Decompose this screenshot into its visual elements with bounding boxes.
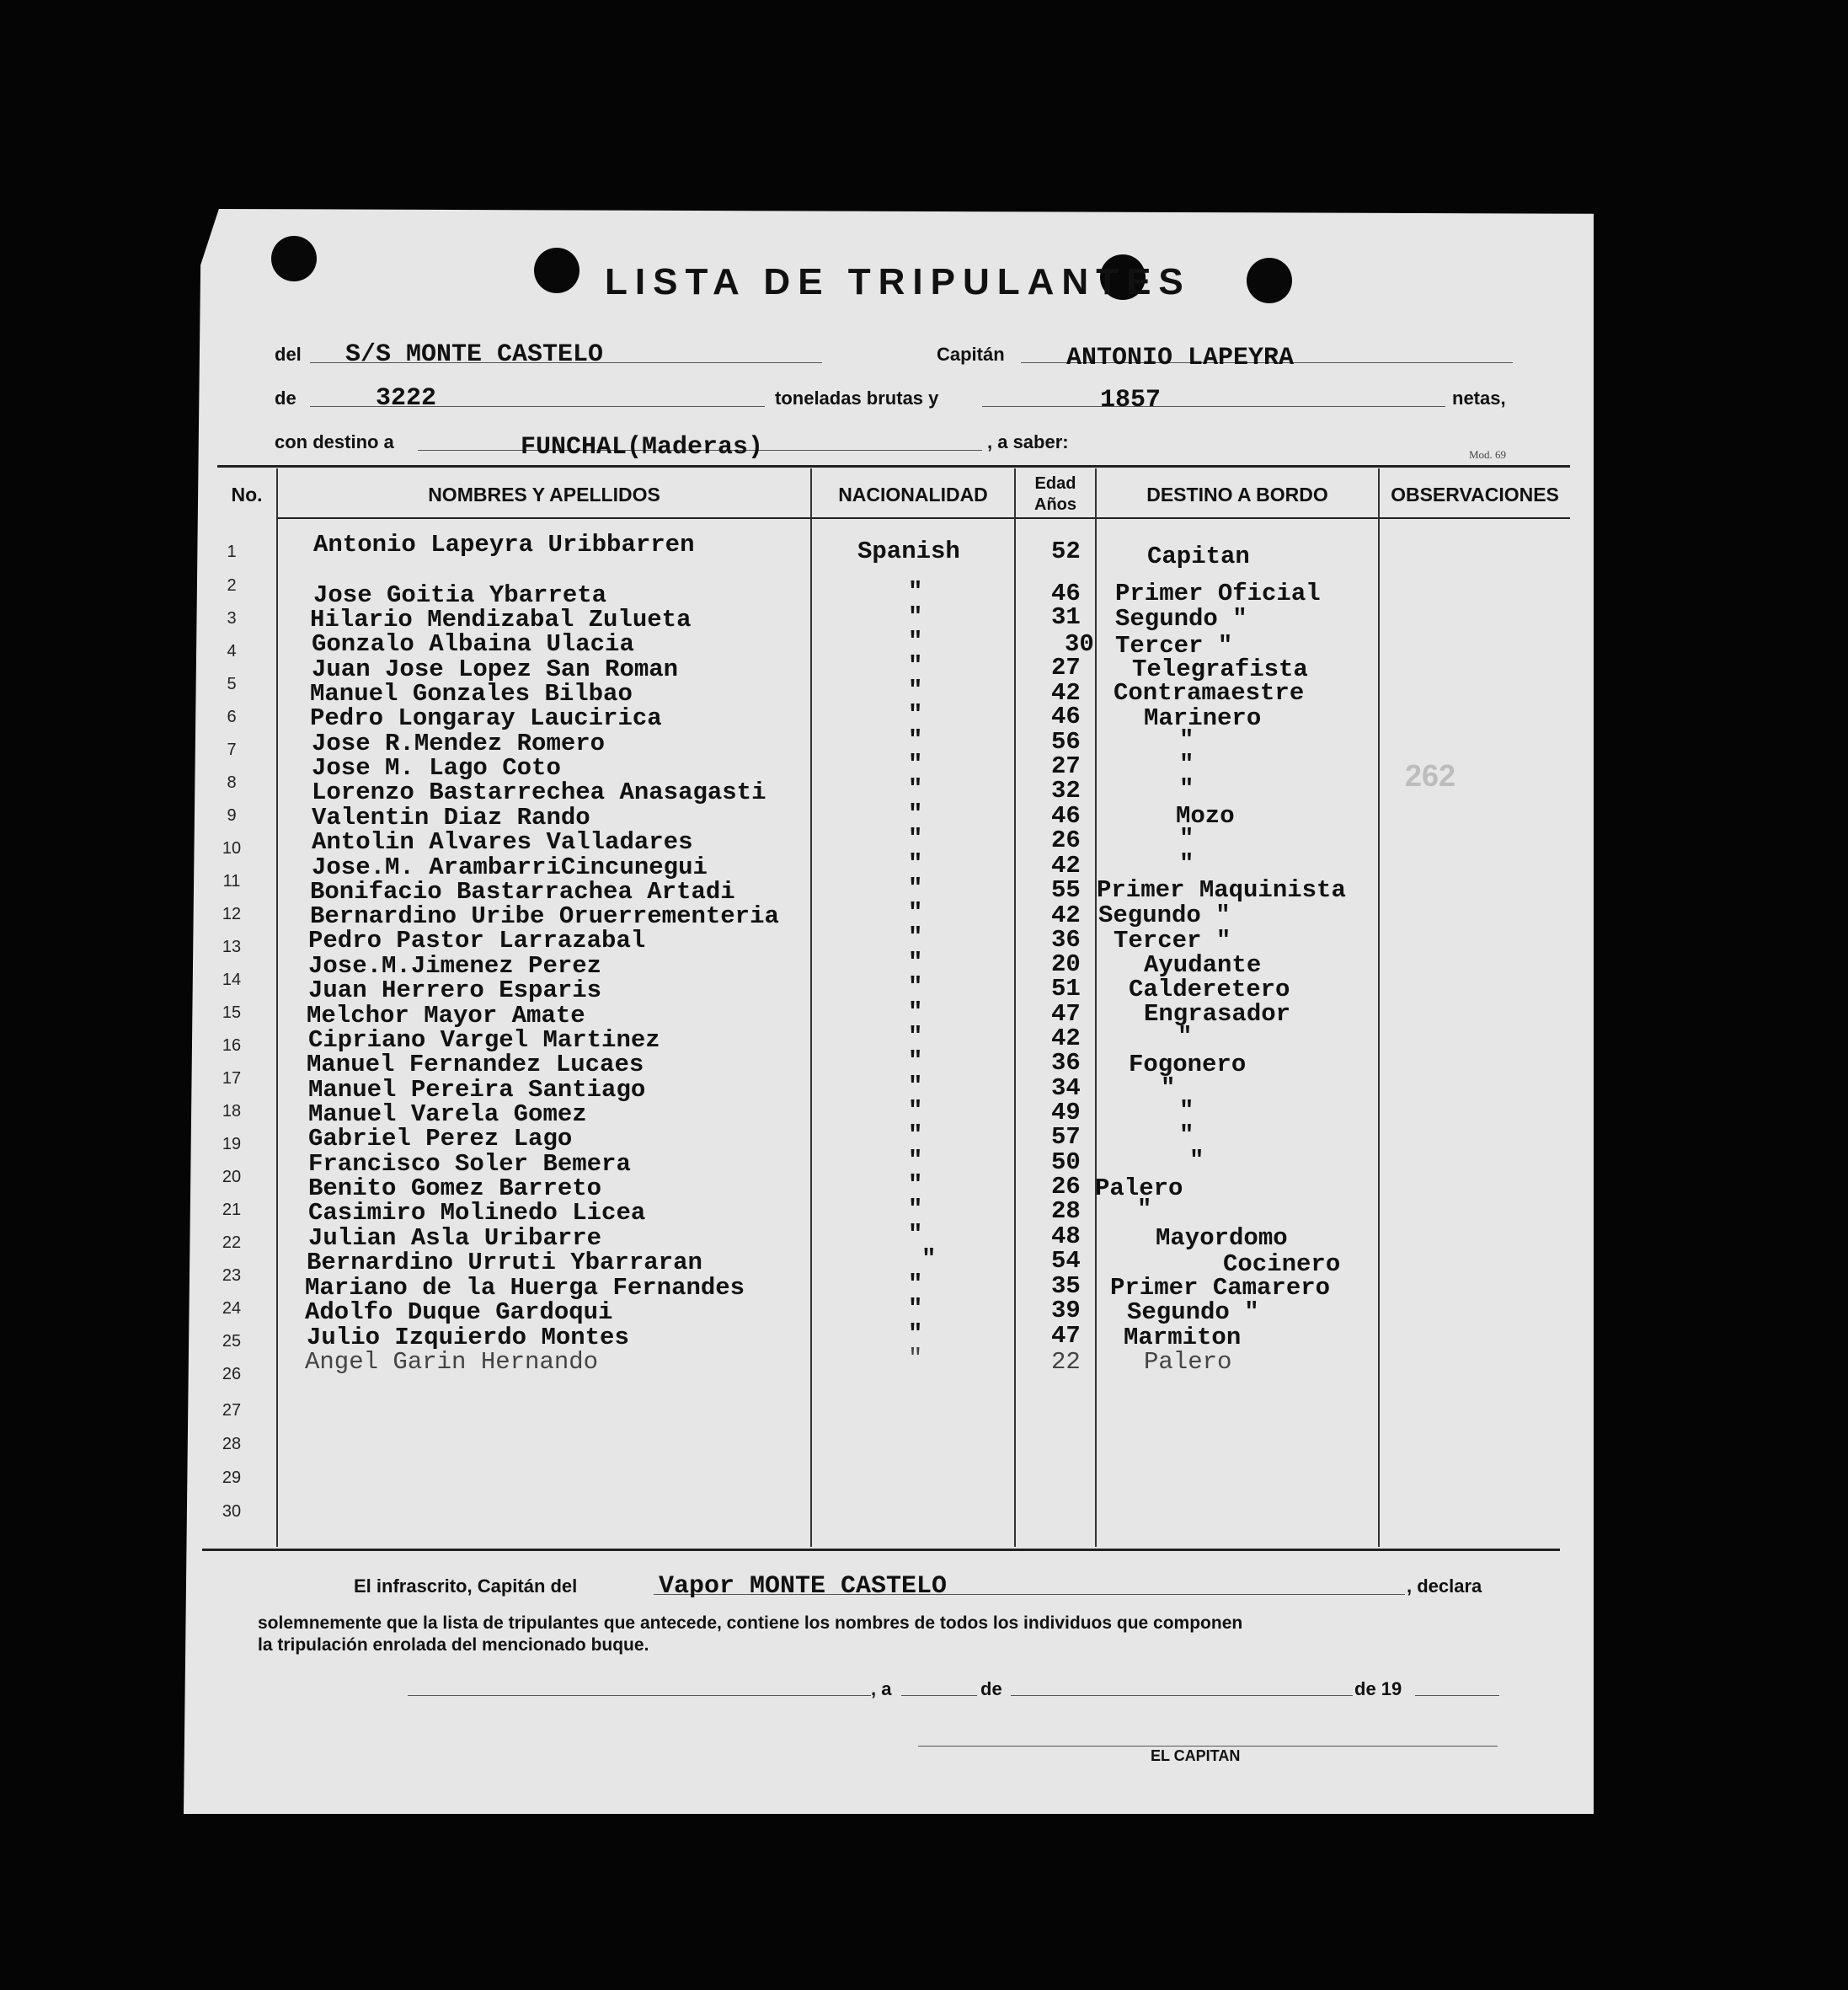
crew-name: Bernardino Uribe Oruerrementeria	[310, 902, 779, 930]
crew-destino: Primer Oficial	[1115, 580, 1321, 607]
crew-nationality: "	[908, 677, 923, 704]
crew-destino: "	[1189, 1147, 1204, 1174]
crew-destino: "	[1179, 726, 1194, 754]
row-number: 5	[227, 675, 237, 693]
col-divider	[810, 468, 812, 1547]
table-top-rule	[217, 465, 1570, 468]
crew-age: 39	[1051, 1297, 1081, 1324]
crew-destino: Marmiton	[1124, 1324, 1242, 1351]
row-number: 16	[222, 1036, 242, 1055]
col-header-names: NOMBRES Y APELLIDOS	[428, 484, 660, 506]
crew-name: Gonzalo Albaina Ulacia	[312, 630, 634, 658]
crew-nationality: "	[908, 1097, 923, 1125]
crew-name: Adolfo Duque Gardoqui	[305, 1298, 613, 1326]
crew-name: Bernardino Urruti Ybarraran	[307, 1249, 702, 1276]
crew-destino: Telegrafista	[1132, 655, 1308, 683]
row-number: 17	[222, 1069, 242, 1088]
crew-name: Antolin Alvares Valladares	[312, 828, 693, 856]
crew-destino: "	[1179, 1097, 1194, 1125]
crew-age: 55	[1051, 876, 1081, 904]
crew-destino: Capitan	[1147, 543, 1250, 570]
crew-age: 30	[1065, 630, 1094, 658]
crew-age: 26	[1051, 1173, 1081, 1201]
crew-destino: "	[1179, 1121, 1194, 1149]
crew-nationality: "	[908, 1073, 923, 1100]
row-number: 10	[222, 839, 242, 858]
crew-destino: "	[1161, 1074, 1176, 1102]
crew-age: 27	[1051, 752, 1081, 780]
punch-hole	[271, 236, 317, 281]
crew-name: Lorenzo Bastarrechea Anasagasti	[312, 778, 766, 806]
destination: FUNCHAL(Maderas)	[521, 433, 764, 462]
crew-age: 34	[1051, 1074, 1081, 1102]
crew-nationality: "	[908, 825, 923, 853]
row-number: 19	[222, 1135, 242, 1153]
table-bottom-rule	[202, 1549, 1560, 1551]
crew-age: 36	[1051, 1049, 1081, 1077]
crew-nationality: "	[908, 1047, 923, 1075]
crew-nationality: "	[908, 998, 923, 1026]
row-number: 21	[222, 1201, 242, 1219]
crew-name: Pedro Pastor Larrazabal	[308, 927, 646, 955]
crew-age: 54	[1051, 1247, 1081, 1275]
crew-destino: Mozo	[1176, 802, 1235, 830]
row-number: 1	[227, 543, 237, 561]
dest-label: con destino a	[275, 431, 394, 452]
crew-name: Julian Asla Uribarre	[308, 1224, 602, 1252]
crew-name: Mariano de la Huerga Fernandes	[305, 1274, 745, 1302]
observation-stamp: 262	[1405, 758, 1456, 793]
crew-nationality: "	[908, 1345, 923, 1372]
crew-age: 42	[1051, 679, 1081, 707]
crew-destino: Engrasador	[1144, 1000, 1291, 1028]
crew-nationality: "	[908, 923, 923, 951]
crew-age: 35	[1051, 1272, 1081, 1300]
crew-destino: "	[1137, 1196, 1152, 1223]
crew-name: Jose R.Mendez Romero	[312, 730, 606, 757]
crew-name: Julio Izquierdo Montes	[307, 1324, 629, 1351]
crew-age: 26	[1051, 826, 1081, 854]
row-number: 8	[227, 773, 237, 792]
row-number: 30	[222, 1502, 242, 1521]
crew-name: Antonio Lapeyra Uribbarren	[313, 531, 695, 559]
row-number: 18	[222, 1102, 242, 1121]
crew-name: Cipriano Vargel Martinez	[308, 1026, 660, 1054]
declaration-line3: la tripulación enrolada del mencionado buque.	[258, 1635, 649, 1655]
crew-destino: "	[1179, 850, 1194, 878]
crew-destino: Segundo "	[1127, 1298, 1259, 1326]
net-tons: 1857	[1100, 386, 1162, 415]
col-divider	[1378, 468, 1380, 1547]
day-line	[901, 1695, 977, 1696]
captain-name: ANTONIO LAPEYRA	[1066, 344, 1295, 372]
row-number: 2	[227, 576, 237, 595]
form-number: Mod. 69	[1469, 448, 1507, 461]
punch-hole	[1247, 258, 1292, 303]
crew-age: 56	[1051, 728, 1081, 756]
row-number: 20	[222, 1168, 242, 1186]
crew-age: 46	[1051, 703, 1081, 730]
crew-name: Jose Goitia Ybarreta	[313, 581, 607, 609]
crew-name: Casimiro Molinedo Licea	[308, 1199, 646, 1227]
crew-age: 49	[1051, 1099, 1081, 1126]
year-line	[1415, 1695, 1499, 1696]
crew-nationality: "	[908, 652, 923, 680]
saber-label: , a saber:	[987, 431, 1069, 452]
crew-nationality: "	[908, 1270, 923, 1298]
row-number: 13	[222, 938, 242, 956]
captain-label: Capitán	[937, 344, 1005, 365]
crew-name: Manuel Varela Gomez	[308, 1100, 587, 1128]
date-year-label: de 19	[1354, 1678, 1402, 1699]
crew-name: Juan Herrero Esparis	[308, 976, 602, 1004]
crew-nationality: "	[908, 875, 923, 902]
form-title: LISTA DE TRIPULANTES	[605, 261, 1191, 302]
crew-age: 50	[1051, 1148, 1081, 1176]
crew-nationality: Spanish	[857, 538, 960, 565]
crew-destino: "	[1179, 825, 1194, 853]
date-a-label: , a	[871, 1678, 892, 1699]
crew-nationality: "	[908, 701, 923, 729]
col-header-nationality: NACIONALIDAD	[838, 484, 988, 506]
col-divider	[1095, 468, 1097, 1547]
del-label: del	[275, 344, 302, 365]
crew-name: Hilario Mendizabal Zulueta	[310, 606, 692, 634]
crew-nationality: "	[908, 775, 923, 803]
signature-label: EL CAPITAN	[1151, 1747, 1241, 1764]
crew-nationality: "	[908, 1171, 923, 1199]
declaration-start: El infrascrito, Capitán del	[354, 1575, 578, 1597]
crew-name: Benito Gomez Barreto	[308, 1174, 602, 1202]
signature-line	[918, 1746, 1498, 1747]
crew-destino: Palero	[1144, 1348, 1232, 1376]
date-de-label: de	[980, 1678, 1002, 1699]
crew-name: Jose M. Lago Coto	[312, 754, 561, 782]
crew-nationality: "	[908, 1023, 923, 1051]
crew-nationality: "	[908, 899, 923, 927]
crew-destino: "	[1179, 751, 1194, 778]
crew-destino: Contramaestre	[1114, 679, 1305, 707]
crew-nationality: "	[908, 973, 923, 1001]
crew-destino: Fogonero	[1129, 1051, 1247, 1078]
crew-nationality: "	[908, 726, 923, 754]
crew-name: Jose.M.Jimenez Perez	[308, 952, 602, 980]
crew-nationality: "	[908, 949, 923, 976]
crew-age: 52	[1051, 538, 1081, 565]
row-number: 4	[227, 642, 237, 661]
row-number: 24	[222, 1299, 242, 1318]
crew-destino: "	[1178, 1023, 1193, 1051]
row-number: 23	[222, 1266, 242, 1285]
crew-nationality: "	[908, 751, 923, 778]
crew-destino: Marinero	[1144, 704, 1262, 732]
crew-name: Juan Jose Lopez San Roman	[312, 655, 679, 683]
crew-name: Valentin Diaz Rando	[312, 804, 590, 832]
declaration-vessel: Vapor MONTE CASTELO	[659, 1572, 948, 1601]
row-number: 11	[222, 872, 241, 891]
crew-age: 20	[1051, 950, 1081, 978]
crew-name: Manuel Pereira Santiago	[308, 1076, 646, 1104]
crew-nationality: "	[908, 800, 923, 828]
crew-nationality: "	[908, 1147, 923, 1174]
crew-nationality: "	[908, 1320, 923, 1348]
crew-age: 46	[1051, 802, 1081, 830]
crew-nationality: "	[908, 1295, 923, 1323]
row-number: 25	[222, 1332, 242, 1351]
crew-name: Manuel Gonzales Bilbao	[310, 680, 633, 708]
crew-name: Angel Garin Hernando	[305, 1348, 599, 1376]
crew-nationality: "	[908, 1221, 923, 1249]
col-header-age-2: Años	[1034, 495, 1076, 514]
crew-name: Gabriel Perez Lago	[308, 1125, 573, 1153]
net-line	[982, 406, 1445, 407]
row-number: 14	[222, 971, 242, 989]
row-number: 7	[227, 741, 237, 759]
col-divider	[1014, 468, 1016, 1547]
crew-nationality: "	[908, 1196, 923, 1223]
crew-name: Melchor Mayor Amate	[307, 1002, 585, 1030]
crew-destino: Mayordomo	[1156, 1224, 1288, 1252]
crew-age: 31	[1051, 603, 1081, 631]
crew-age: 47	[1051, 1000, 1081, 1028]
row-number: 26	[222, 1365, 242, 1383]
crew-destino: Primer Maquinista	[1097, 876, 1346, 904]
row-number: 29	[222, 1468, 242, 1487]
crew-age: 48	[1051, 1222, 1081, 1250]
place-line	[408, 1695, 871, 1696]
declaration-line2: solemnemente que la lista de tripulantes que antecede, contiene los nombres de todos los individuos que componen	[258, 1613, 1243, 1633]
crew-name: Manuel Fernandez Lucaes	[307, 1051, 644, 1078]
crew-destino: Cocinero	[1223, 1250, 1341, 1278]
crew-age: 28	[1051, 1197, 1081, 1225]
crew-destino: "	[1179, 775, 1194, 803]
net-label: netas,	[1452, 388, 1506, 409]
crew-age: 51	[1051, 975, 1081, 1003]
crew-age: 36	[1051, 926, 1081, 954]
crew-age: 57	[1051, 1123, 1081, 1151]
row-number: 9	[227, 806, 237, 825]
de-label: de	[275, 388, 296, 409]
declaration-end: , declara	[1407, 1575, 1482, 1597]
crew-nationality: "	[908, 850, 923, 878]
crew-name: Francisco Soler Bemera	[308, 1150, 631, 1178]
crew-age: 42	[1051, 901, 1081, 929]
crew-name: Bonifacio Bastarrachea Artadi	[310, 878, 735, 906]
crew-destino: Palero	[1095, 1174, 1183, 1202]
crew-nationality: "	[921, 1245, 937, 1273]
row-number: 27	[222, 1401, 242, 1420]
col-divider	[276, 468, 278, 1547]
row-number: 22	[222, 1233, 242, 1252]
crew-destino: Primer Camarero	[1110, 1274, 1331, 1302]
crew-destino: Ayudante	[1144, 951, 1262, 979]
row-number: 15	[222, 1003, 242, 1022]
header-bottom-rule	[278, 517, 1570, 519]
crew-nationality: "	[908, 628, 923, 655]
crew-age: 27	[1051, 654, 1081, 682]
crew-destino: Segundo "	[1115, 605, 1247, 633]
punch-hole	[534, 248, 580, 293]
col-header-age-1: Edad	[1034, 474, 1076, 493]
crew-age: 22	[1051, 1348, 1081, 1376]
col-header-destino: DESTINO A BORDO	[1146, 484, 1328, 506]
crew-age: 42	[1051, 852, 1081, 880]
row-number: 12	[222, 905, 242, 923]
row-number: 3	[227, 609, 237, 628]
crew-destino: Calderetero	[1129, 976, 1290, 1003]
crew-name: Jose.M. ArambarriCincunegui	[312, 853, 708, 881]
crew-nationality: "	[908, 1121, 923, 1149]
crew-age: 47	[1051, 1322, 1081, 1350]
gross-tons: 3222	[376, 384, 437, 413]
crew-nationality: "	[908, 603, 923, 631]
row-number: 6	[227, 708, 237, 726]
crew-destino: Tercer "	[1114, 927, 1231, 955]
col-header-obs: OBSERVACIONES	[1391, 484, 1559, 506]
month-line	[1011, 1695, 1353, 1696]
crew-age: 42	[1051, 1024, 1081, 1052]
crew-nationality: "	[908, 578, 923, 606]
crew-destino: Segundo "	[1098, 901, 1231, 929]
col-header-no: No.	[231, 484, 263, 506]
crew-age: 32	[1051, 777, 1081, 805]
crew-name: Pedro Longaray Laucirica	[310, 704, 662, 732]
crew-destino: Tercer "	[1115, 632, 1233, 660]
ship-name: S/S MONTE CASTELO	[345, 340, 604, 369]
gross-label: toneladas brutas y	[775, 388, 939, 409]
crew-age: 46	[1051, 580, 1081, 607]
row-number: 28	[222, 1435, 242, 1453]
